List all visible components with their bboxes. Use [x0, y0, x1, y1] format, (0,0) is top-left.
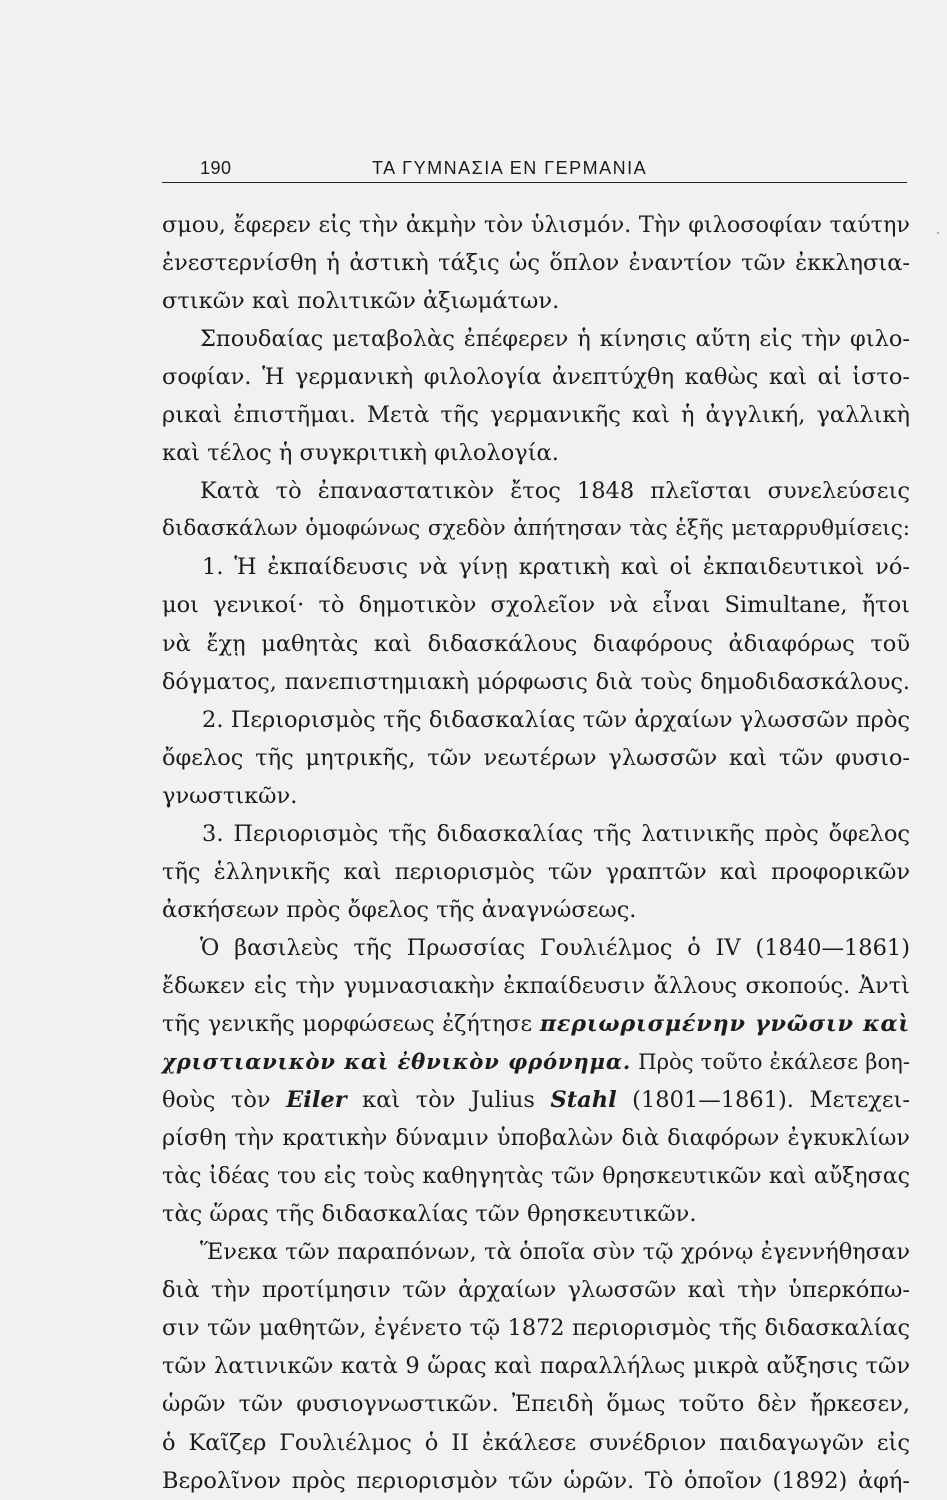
body-text	[162, 206, 910, 1500]
text-line: σμου, ἔφερεν εἰς τὴν ἀκμὴν τὸν ὑλισμόν. Τὴν φιλοσοφίαν ταύτην	[162, 212, 910, 238]
text-line: ρικαὶ ἐπιστῆμαι. Μετὰ τῆς γερμανικῆς καὶ ἡ ἀγγλική, γαλλικὴ	[162, 402, 910, 429]
text-line: τῶν λατινικῶν κατὰ 9 ὥρας καὶ παραλλήλως μικρὰ αὔξησις τῶν	[162, 1353, 910, 1380]
text-line: σιν τῶν μαθητῶν, ἐγένετο τῷ 1872 περιορισμὸς τῆς διδασκαλίας	[162, 1315, 910, 1342]
text-line: Σπουδαίας μεταβολὰς ἐπέφερεν ἡ κίνησις αὕτη εἰς τὴν φιλο-	[200, 326, 910, 353]
text-line: σοφίαν. Ἡ γερμανικὴ φιλολογία ἀνεπτύχθη καθὼς καὶ αἱ ἱστο-	[162, 364, 910, 391]
text-line: μοι γενικοί· τὸ δημοτικὸν σχολεῖον νὰ εἶναι Simultane, ἤτοι	[162, 592, 910, 619]
page-number: 190	[200, 158, 232, 178]
text-line: Βερολῖνον πρὸς περιορισμὸν τῶν ὡρῶν. Τὸ ὁποῖον (1892) ἀφή-	[162, 1467, 910, 1494]
text-segment: θοὺς τὸν	[162, 1087, 287, 1114]
text-line-names	[162, 1081, 910, 1119]
person-name-stahl: Stahl	[550, 1087, 617, 1114]
text-line: ἐνεστερνίσθη ἡ ἀστικὴ τάξις ὡς ὅπλον ἐναντίον τῶν ἐκκλησια-	[162, 250, 910, 277]
text-line: τῆς ἑλληνικῆς καὶ περιορισμὸς τῶν γραπτῶν καὶ προφορικῶν	[162, 858, 910, 885]
text-line: γνωστικῶν.	[162, 782, 298, 809]
text-line: νὰ ἔχῃ μαθητὰς καὶ διδασκάλους διαφόρους ἀδιαφόρως τοῦ	[162, 630, 910, 657]
text-line: ρίσθη τὴν κρατικὴν δύναμιν ὑποβαλὼν διὰ διαφόρων ἐγκυκλίων	[162, 1125, 910, 1152]
text-line: 2. Περιορισμὸς τῆς διδασκαλίας τῶν ἀρχαίων γλωσσῶν πρὸς	[202, 706, 910, 733]
paper-speck	[937, 232, 939, 234]
text-line: Ὁ βασιλεὺς τῆς Πρωσσίας Γουλιέλμος ὁ IV (1840—1861)	[200, 934, 910, 961]
text-segment: καὶ τὸν Julius	[346, 1087, 551, 1114]
text-segment: τῆς γενικῆς μορφώσεως ἐζήτησε	[162, 1010, 540, 1037]
text-line: ὁ Καῖζερ Γουλιέλμος ὁ II ἐκάλεσε συνέδριον παιδαγωγῶν εἰς	[162, 1429, 910, 1456]
person-name-eiler: Eiler	[286, 1087, 347, 1114]
text-line-emphasis	[162, 1043, 910, 1081]
text-line-emphasis	[162, 1005, 910, 1043]
text-line: ἔδωκεν εἰς τὴν γυμνασιακὴν ἐκπαίδευσιν ἄλλους σκοπούς. Ἀντὶ	[162, 972, 910, 999]
emphasis-text: χριστιανικὸν καὶ ἐθνικὸν φρόνημα.	[162, 1049, 632, 1075]
text-line: 3. Περιορισμὸς τῆς διδασκαλίας τῆς λατινικῆς πρὸς ὄφελος	[202, 820, 910, 847]
page-header	[162, 158, 907, 182]
text-line: καὶ τέλος ἡ συγκριτικὴ φιλολογία.	[162, 440, 559, 467]
text-line: διὰ τὴν προτίμησιν τῶν ἀρχαίων γλωσσῶν καὶ τὴν ὑπερκόπω-	[162, 1277, 910, 1304]
text-line: ὡρῶν τῶν φυσιογνωστικῶν. Ἐπειδὴ ὅμως τοῦτο δὲν ἤρκεσεν,	[162, 1391, 910, 1418]
text-line: 1. Ἡ ἐκπαίδευσις νὰ γίνῃ κρατικὴ καὶ οἱ ἐκπαιδευτικοὶ νό-	[202, 554, 910, 581]
text-line: στικῶν καὶ πολιτικῶν ἀξιωμάτων.	[162, 288, 560, 315]
running-title: ΤΑ ΓΥΜΝΑΣΙΑ ΕΝ ΓΕΡΜΑΝΙΑ	[372, 158, 648, 178]
text-line: διδασκάλων ὁμοφώνως σχεδὸν ἀπήτησαν τὰς ἑξῆς μεταρρυθμίσεις:	[162, 516, 910, 542]
text-line: δόγματος, πανεπιστημιακὴ μόρφωσις διὰ τοὺς δημοδιδασκάλους.	[162, 668, 910, 695]
text-line: Κατὰ τὸ ἐπαναστατικὸν ἔτος 1848 πλεῖσται συνελεύσεις	[200, 478, 910, 505]
text-segment: (1801—1861). Μετεχει-	[616, 1087, 910, 1114]
text-line: ἀσκήσεων πρὸς ὄφελος τῆς ἀναγνώσεως.	[162, 896, 637, 923]
text-line: τὰς ὥρας τῆς διδασκαλίας τῶν θρησκευτικῶν.	[162, 1201, 697, 1228]
header-rule	[162, 182, 907, 183]
text-segment: Πρὸς τοῦτο ἐκάλεσε βοη-	[631, 1049, 911, 1075]
emphasis-text: περιωρισμένην γνῶσιν καὶ	[539, 1010, 910, 1037]
text-line: Ἕνεκα τῶν παραπόνων, τὰ ὁποῖα σὺν τῷ χρόνῳ ἐγεννήθησαν	[200, 1239, 910, 1266]
text-line: τὰς ἰδέας του εἰς τοὺς καθηγητὰς τῶν θρησκευτικῶν καὶ αὔξησας	[162, 1163, 910, 1190]
text-line: ὄφελος τῆς μητρικῆς, τῶν νεωτέρων γλωσσῶν καὶ τῶν φυσιο-	[162, 744, 910, 771]
